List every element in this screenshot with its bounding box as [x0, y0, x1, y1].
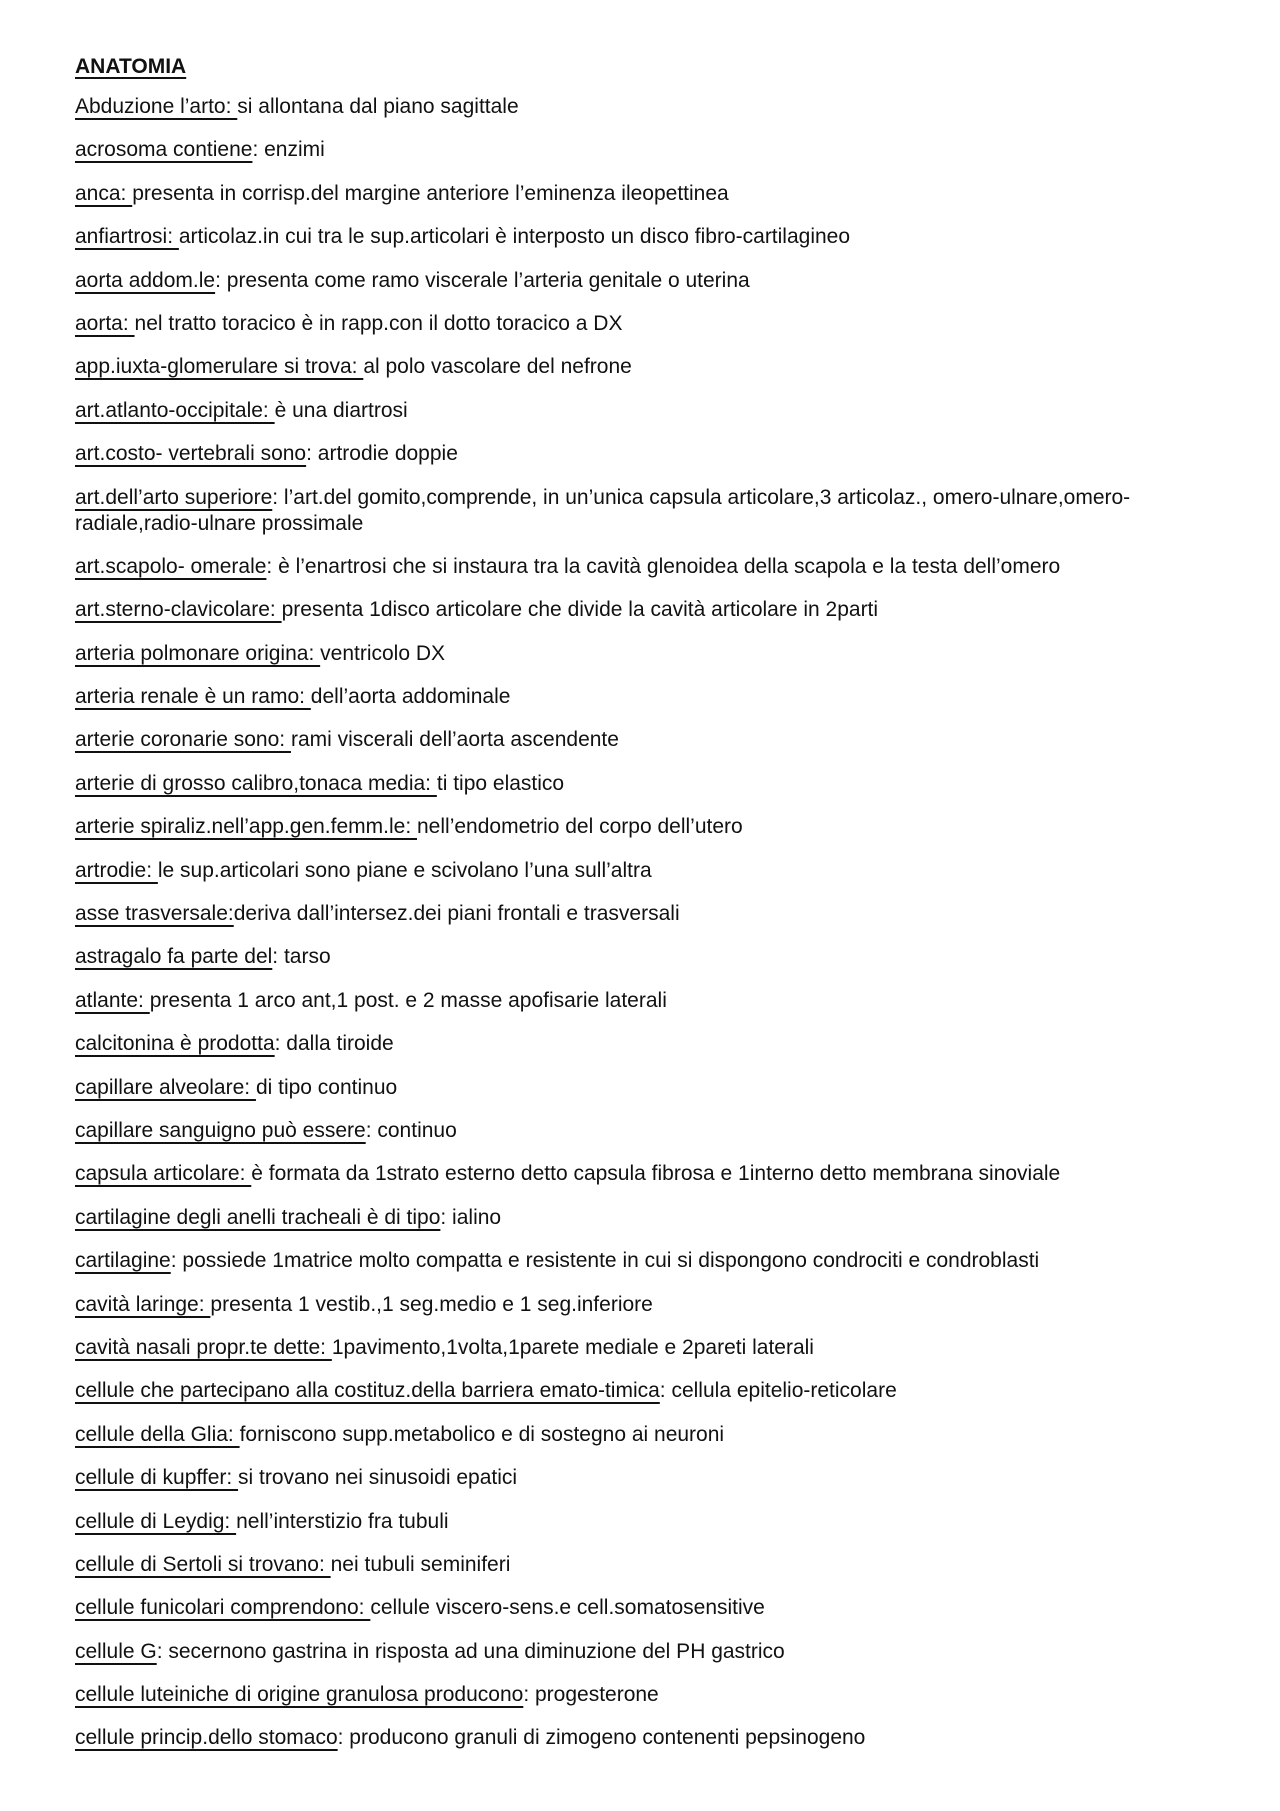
entry-definition: dell’aorta addominale: [310, 685, 511, 709]
entry-definition: si trovano nei sinusoidi epatici: [238, 1466, 518, 1490]
entry-definition: presenta in corrisp.del margine anteriore l’eminenza ileopettinea: [132, 181, 729, 205]
entry-definition: cellule viscero-sens.e cell.somatosensitive: [370, 1596, 765, 1620]
entry-definition: è una diartrosi: [274, 398, 408, 422]
entry-term: cellule della Glia:: [75, 1422, 240, 1446]
entry-definition: è formata da 1strato esterno detto capsula fibrosa e 1interno detto membrana sinoviale: [251, 1162, 1061, 1186]
glossary-entry: [75, 944, 1210, 970]
document-title: ANATOMIA: [75, 55, 187, 78]
entry-term: calcitonina è prodotta: [75, 1032, 275, 1056]
entry-term: astragalo fa parte del: [75, 945, 273, 969]
entry-definition: : enzimi: [252, 138, 325, 162]
glossary-entry: [75, 1422, 1210, 1448]
entry-definition: : l’art.del gomito,comprende, in un’unica capsula articolare,3 articolaz., omero-ulnare,omero-radiale,radio-ulnare prossimale: [75, 485, 1131, 535]
entry-definition: ti tipo elastico: [436, 771, 565, 795]
entry-term: art.sterno-clavicolare:: [75, 598, 282, 622]
glossary-entry: [75, 1031, 1210, 1057]
entry-definition: : tarso: [272, 945, 331, 969]
glossary-entry: [75, 684, 1210, 710]
entry-term: app.iuxta-glomerulare si trova:: [75, 355, 364, 379]
entry-term: aorta addom.le: [75, 268, 216, 292]
entry-definition: nell’endometrio del corpo dell’utero: [417, 815, 743, 839]
glossary-entry: [75, 1292, 1210, 1318]
entry-term: Abduzione l’arto:: [75, 95, 238, 118]
entry-definition: 1pavimento,1volta,1parete mediale e 2pareti laterali: [331, 1335, 814, 1359]
entry-definition: presenta 1 vestib.,1 seg.medio e 1 seg.inferiore: [210, 1292, 653, 1316]
glossary-entry: [75, 597, 1210, 623]
entry-definition: nei tubuli seminiferi: [330, 1552, 511, 1576]
entry-definition: articolaz.in cui tra le sup.articolari è interposto un disco fibro-cartilagineo: [178, 225, 851, 249]
glossary-entry: [75, 1248, 1210, 1274]
glossary-entry: [75, 771, 1210, 797]
document-page: [75, 54, 1210, 1769]
entry-term: arterie coronarie sono:: [75, 728, 291, 752]
glossary-entry: [75, 1725, 1210, 1751]
entry-term: cellule luteiniche di origine granulosa producono: [75, 1683, 524, 1707]
entry-term: art.scapolo- omerale: [75, 554, 267, 578]
entry-definition: : presenta come ramo viscerale l’arteria genitale o uterina: [215, 268, 750, 292]
entry-term: cellule di Sertoli si trovano:: [75, 1552, 331, 1576]
glossary-entry: [75, 224, 1210, 250]
glossary-entry: [75, 1161, 1210, 1187]
entry-term: cellule che partecipano alla costituz.della barriera emato-timica: [75, 1379, 660, 1403]
entry-definition: ventricolo DX: [320, 641, 446, 665]
entry-term: cavità laringe:: [75, 1292, 211, 1316]
entry-term: cellule di Leydig:: [75, 1509, 237, 1533]
glossary-list: [75, 94, 1210, 1751]
glossary-entry: [75, 554, 1210, 580]
entry-term: cellule funicolari comprendono:: [75, 1596, 371, 1620]
glossary-entry: [75, 441, 1210, 467]
glossary-entry: [75, 1682, 1210, 1708]
entry-definition: presenta 1disco articolare che divide la cavità articolare in 2parti: [281, 598, 879, 622]
entry-term: cartilagine degli anelli tracheali è di tipo: [75, 1205, 441, 1229]
glossary-entry: [75, 1378, 1210, 1404]
entry-definition: : artrodie doppie: [306, 442, 458, 466]
entry-term: aorta:: [75, 311, 135, 335]
entry-term: cellule di kupffer:: [75, 1466, 239, 1490]
entry-term: capillare alveolare:: [75, 1075, 256, 1099]
entry-definition: presenta 1 arco ant,1 post. e 2 masse apofisarie laterali: [149, 988, 667, 1012]
entry-definition: : possiede 1matrice molto compatta e resistente in cui si dispongono condrociti e condroblasti: [170, 1249, 1040, 1273]
entry-term: anca:: [75, 181, 133, 205]
entry-definition: deriva dall’intersez.dei piani frontali e trasversali: [233, 902, 680, 926]
entry-term: cartilagine: [75, 1249, 171, 1273]
entry-term: cellule G: [75, 1639, 157, 1663]
entry-term: atlante:: [75, 988, 150, 1012]
entry-term: art.dell’arto superiore: [75, 485, 273, 509]
glossary-entry: [75, 1205, 1210, 1231]
glossary-entry: [75, 1552, 1210, 1578]
entry-term: arterie di grosso calibro,tonaca media:: [75, 771, 437, 795]
entry-definition: : dalla tiroide: [274, 1032, 394, 1056]
entry-definition: : cellula epitelio-reticolare: [659, 1379, 897, 1403]
glossary-entry: [75, 181, 1210, 207]
glossary-entry: [75, 1509, 1210, 1535]
glossary-entry: [75, 311, 1210, 337]
entry-definition: rami viscerali dell’aorta ascendente: [290, 728, 619, 752]
entry-definition: nell’interstizio fra tubuli: [236, 1509, 449, 1533]
entry-definition: : progesterone: [523, 1683, 659, 1707]
entry-definition: : producono granuli di zimogeno contenenti pepsinogeno: [337, 1726, 866, 1750]
glossary-entry: [75, 1595, 1210, 1621]
entry-term: art.costo- vertebrali sono: [75, 442, 307, 466]
entry-term: cellule princip.dello stomaco: [75, 1726, 338, 1750]
glossary-entry: [75, 354, 1210, 380]
entry-term: cavità nasali propr.te dette:: [75, 1335, 332, 1359]
entry-definition: si allontana dal piano sagittale: [237, 95, 519, 118]
entry-term: arteria renale è un ramo:: [75, 685, 311, 709]
glossary-entry: [75, 858, 1210, 884]
entry-term: arteria polmonare origina:: [75, 641, 321, 665]
entry-definition: di tipo continuo: [255, 1075, 398, 1099]
entry-definition: : secernono gastrina in risposta ad una diminuzione del PH gastrico: [156, 1639, 785, 1663]
entry-term: anfiartrosi:: [75, 225, 179, 249]
entry-term: arterie spiraliz.nell’app.gen.femm.le:: [75, 815, 417, 839]
glossary-entry: [75, 268, 1210, 294]
glossary-entry: [75, 814, 1210, 840]
glossary-entry: [75, 137, 1210, 163]
glossary-entry: [75, 1639, 1210, 1665]
entry-term: capillare sanguigno può essere: [75, 1118, 366, 1142]
entry-term: capsula articolare:: [75, 1162, 252, 1186]
glossary-entry: [75, 398, 1210, 424]
glossary-entry: [75, 1335, 1210, 1361]
glossary-entry: [75, 1465, 1210, 1491]
entry-term: acrosoma contiene: [75, 138, 253, 162]
glossary-entry: [75, 94, 1210, 120]
glossary-entry: [75, 1075, 1210, 1101]
entry-definition: al polo vascolare del nefrone: [363, 355, 632, 379]
entry-definition: nel tratto toracico è in rapp.con il dotto toracico a DX: [134, 311, 623, 335]
entry-definition: le sup.articolari sono piane e scivolano l’una sull’altra: [157, 858, 652, 882]
glossary-entry: [75, 901, 1210, 927]
entry-definition: : ialino: [440, 1205, 502, 1229]
entry-term: asse trasversale:: [75, 902, 234, 926]
entry-term: art.atlanto-occipitale:: [75, 398, 275, 422]
entry-definition: forniscono supp.metabolico e di sostegno ai neuroni: [239, 1422, 725, 1446]
glossary-entry: [75, 1118, 1210, 1144]
glossary-entry: [75, 485, 1210, 537]
glossary-entry: [75, 641, 1210, 667]
glossary-entry: [75, 988, 1210, 1014]
entry-definition: : continuo: [365, 1118, 457, 1142]
entry-definition: : è l’enartrosi che si instaura tra la cavità glenoidea della scapola e la testa dell’omero: [266, 554, 1061, 578]
glossary-entry: [75, 727, 1210, 753]
entry-term: artrodie:: [75, 858, 158, 882]
